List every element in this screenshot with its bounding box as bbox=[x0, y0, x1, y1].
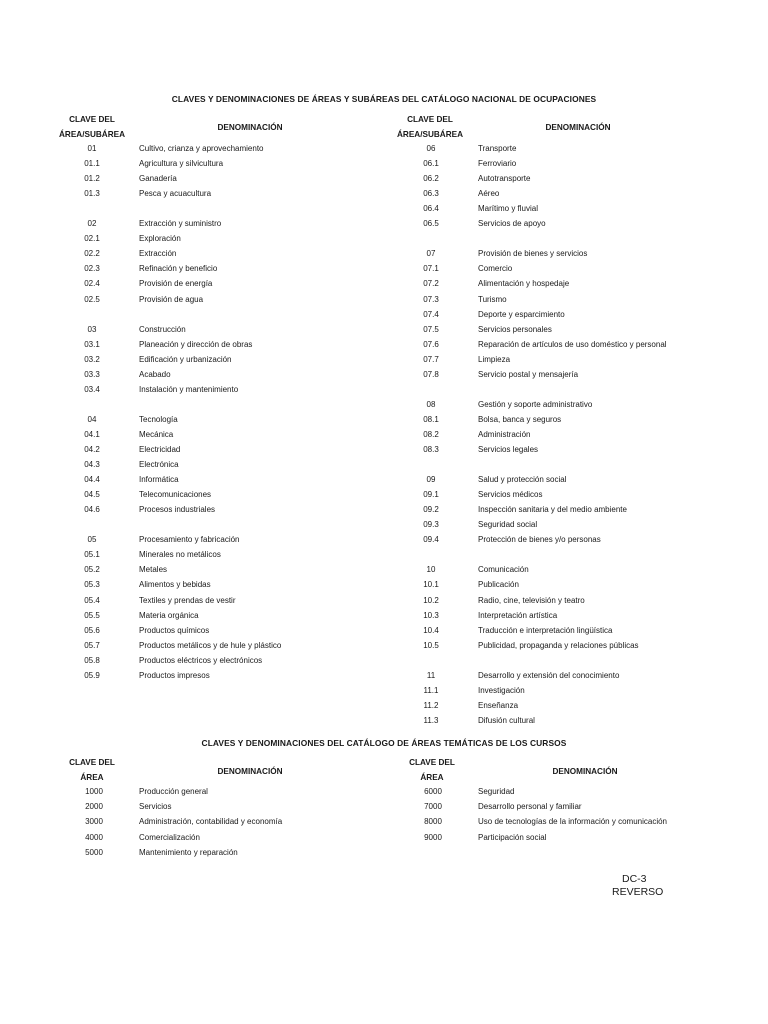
row-name: Refinación y beneficio bbox=[139, 264, 218, 274]
row-code: 02.2 bbox=[84, 249, 100, 259]
row-code: 10.4 bbox=[423, 625, 439, 635]
row-name: Instalación y mantenimiento bbox=[139, 384, 239, 394]
row-code: 03.4 bbox=[84, 384, 100, 394]
row-code: 01.1 bbox=[84, 159, 100, 169]
row-name: Administración, contabilidad y economía bbox=[139, 817, 283, 827]
row-code: 09.4 bbox=[423, 535, 439, 545]
row-name: Comercialización bbox=[139, 832, 200, 842]
left-clave-header-line1: CLAVE DEL bbox=[69, 115, 115, 124]
row-name: Servicios de apoyo bbox=[478, 219, 546, 229]
row-name: Electricidad bbox=[139, 445, 181, 454]
row-code: 05.9 bbox=[84, 670, 100, 680]
row-code: 07.8 bbox=[423, 369, 439, 379]
s2-left-clave-header-line1: CLAVE DEL bbox=[69, 758, 115, 767]
row-name: Turismo bbox=[478, 294, 507, 304]
row-name: Productos impresos bbox=[139, 670, 210, 680]
row-code: 04.1 bbox=[84, 429, 100, 439]
row-code: 02.1 bbox=[84, 234, 100, 244]
row-name: Provisión de agua bbox=[139, 294, 204, 304]
row-code: 2000 bbox=[85, 802, 103, 812]
row-code: 01 bbox=[87, 144, 97, 153]
row-code: 11 bbox=[426, 670, 436, 680]
row-code: 10.5 bbox=[423, 640, 439, 650]
row-code: 06.1 bbox=[423, 159, 439, 169]
row-name: Administración bbox=[478, 429, 531, 439]
row-code: 03 bbox=[87, 324, 97, 334]
form-footer bbox=[612, 873, 663, 899]
row-code: 04.3 bbox=[84, 460, 100, 470]
row-code: 04.5 bbox=[84, 490, 100, 500]
row-code: 05.4 bbox=[84, 595, 100, 605]
row-name: Procesamiento y fabricación bbox=[139, 535, 240, 545]
row-name: Pesca y acuacultura bbox=[139, 189, 212, 199]
row-code: 06.4 bbox=[423, 204, 439, 214]
s2-right-clave-header-line2: ÁREA bbox=[420, 773, 444, 782]
row-code: 10.1 bbox=[423, 580, 439, 590]
row-code: 10.2 bbox=[423, 595, 439, 605]
row-name: Electrónica bbox=[139, 460, 179, 470]
row-code: 4000 bbox=[85, 832, 103, 842]
row-name: Provisión de energía bbox=[139, 279, 213, 289]
row-name: Productos eléctricos y electrónicos bbox=[139, 655, 263, 665]
row-code: 1000 bbox=[85, 787, 103, 796]
row-name: Producción general bbox=[139, 787, 208, 796]
left-clave-header-line2: ÁREA/SUBÁREA bbox=[59, 130, 125, 139]
row-name: Construcción bbox=[139, 324, 186, 334]
row-code: 07.6 bbox=[423, 339, 439, 349]
row-name: Publicidad, propaganda y relaciones públicas bbox=[478, 640, 639, 650]
row-name: Comunicación bbox=[478, 565, 529, 575]
row-code: 03.3 bbox=[84, 369, 100, 379]
row-name: Servicios personales bbox=[478, 324, 552, 334]
s2-right-denominacion-header: DENOMINACIÓN bbox=[552, 767, 618, 776]
row-name: Autotransporte bbox=[478, 174, 531, 184]
right-clave-header-line1: CLAVE DEL bbox=[407, 115, 453, 124]
row-name: Textiles y prendas de vestir bbox=[139, 595, 236, 605]
row-name: Metales bbox=[139, 565, 168, 575]
row-code: 06 bbox=[426, 144, 436, 153]
row-name: Seguridad bbox=[478, 787, 515, 796]
row-code: 04.6 bbox=[84, 505, 100, 515]
row-name: Ganadería bbox=[139, 174, 177, 184]
row-code: 5000 bbox=[85, 847, 103, 857]
row-name: Transporte bbox=[478, 144, 517, 153]
row-code: 04.4 bbox=[84, 475, 100, 485]
row-name: Productos químicos bbox=[139, 625, 210, 635]
row-name: Inspección sanitaria y del medio ambiente bbox=[478, 505, 627, 515]
s2-left-clave-header-line2: ÁREA bbox=[80, 773, 104, 782]
row-name: Extracción bbox=[139, 249, 177, 259]
row-name: Servicios médicos bbox=[478, 490, 543, 500]
row-code: 05.7 bbox=[84, 640, 100, 650]
row-code: 05.8 bbox=[84, 655, 100, 665]
row-name: Acabado bbox=[139, 369, 171, 379]
row-name: Investigación bbox=[478, 685, 525, 695]
row-code: 07.1 bbox=[423, 264, 439, 274]
section1-title: CLAVES Y DENOMINACIONES DE ÁREAS Y SUBÁREAS DEL CATÁLOGO NACIONAL DE OCUPACIONES bbox=[171, 94, 597, 104]
row-name: Alimentos y bebidas bbox=[139, 580, 211, 590]
row-code: 09.1 bbox=[423, 490, 439, 500]
row-code: 11.3 bbox=[423, 715, 439, 725]
s2-left-denominacion-header: DENOMINACIÓN bbox=[217, 767, 283, 776]
row-code: 07.7 bbox=[423, 354, 439, 364]
row-name: Enseñanza bbox=[478, 700, 519, 710]
row-name: Mecánica bbox=[139, 429, 174, 439]
row-name: Servicio postal y mensajería bbox=[478, 369, 579, 379]
row-name: Edificación y urbanización bbox=[139, 354, 232, 364]
row-code: 07.5 bbox=[423, 324, 439, 334]
row-code: 03.1 bbox=[84, 339, 100, 349]
row-name: Desarrollo personal y familiar bbox=[478, 802, 582, 812]
form-code: DC-3 bbox=[622, 873, 647, 885]
row-code: 11.1 bbox=[423, 685, 439, 695]
row-code: 02.3 bbox=[84, 264, 100, 274]
row-code: 9000 bbox=[424, 832, 442, 842]
form-side: REVERSO bbox=[612, 886, 664, 898]
left-clave-header bbox=[52, 112, 132, 142]
row-code: 10.3 bbox=[423, 610, 439, 620]
row-code: 08.3 bbox=[423, 445, 439, 454]
row-name: Deporte y esparcimiento bbox=[478, 309, 565, 319]
right-clave-header-line2: ÁREA/SUBÁREA bbox=[397, 130, 463, 139]
left-denominacion-header: DENOMINACIÓN bbox=[217, 123, 283, 132]
row-code: 06.3 bbox=[423, 189, 439, 199]
s2-right-clave-header-line1: CLAVE DEL bbox=[409, 758, 455, 767]
row-name: Marítimo y fluvial bbox=[478, 204, 539, 214]
row-name: Uso de tecnologías de la información y comunicación bbox=[478, 817, 667, 827]
right-denominacion-header: DENOMINACIÓN bbox=[545, 123, 611, 132]
row-name: Reparación de artículos de uso doméstico y personal bbox=[478, 339, 667, 349]
row-name: Interpretación artística bbox=[478, 610, 558, 620]
row-code: 03.2 bbox=[84, 354, 100, 364]
row-code: 05.1 bbox=[84, 550, 100, 560]
row-code: 06.2 bbox=[423, 174, 439, 184]
row-name: Servicios legales bbox=[478, 445, 539, 454]
row-name: Procesos industriales bbox=[139, 505, 216, 515]
row-code: 05.2 bbox=[84, 565, 100, 575]
row-name: Servicios bbox=[139, 802, 172, 812]
row-name: Traducción e interpretación lingüística bbox=[478, 625, 613, 635]
row-name: Productos metálicos y de hule y plástico bbox=[139, 640, 282, 650]
row-name: Exploración bbox=[139, 234, 181, 244]
row-name: Tecnología bbox=[139, 414, 178, 424]
row-code: 07.3 bbox=[423, 294, 439, 304]
row-code: 04 bbox=[87, 414, 97, 424]
row-name: Planeación y dirección de obras bbox=[139, 339, 253, 349]
row-code: 01.2 bbox=[84, 174, 100, 184]
row-name: Informática bbox=[139, 475, 179, 485]
row-name: Seguridad social bbox=[478, 520, 538, 530]
row-code: 10 bbox=[426, 565, 436, 575]
row-name: Agricultura y silvicultura bbox=[139, 159, 224, 169]
row-code: 11.2 bbox=[423, 700, 439, 710]
row-code: 6000 bbox=[424, 787, 442, 796]
row-code: 05.6 bbox=[84, 625, 100, 635]
row-name: Mantenimiento y reparación bbox=[139, 847, 238, 857]
row-name: Cultivo, crianza y aprovechamiento bbox=[139, 144, 264, 153]
row-name: Provisión de bienes y servicios bbox=[478, 249, 588, 259]
row-code: 05.3 bbox=[84, 580, 100, 590]
row-name: Alimentación y hospedaje bbox=[478, 279, 570, 289]
row-code: 08.2 bbox=[423, 429, 439, 439]
row-name: Materia orgánica bbox=[139, 610, 199, 620]
row-name: Radio, cine, televisión y teatro bbox=[478, 595, 585, 605]
row-code: 07.2 bbox=[423, 279, 439, 289]
row-name: Limpieza bbox=[478, 354, 511, 364]
row-code: 01.3 bbox=[84, 189, 100, 199]
section2-title: CLAVES Y DENOMINACIONES DEL CATÁLOGO DE ÁREAS TEMÁTICAS DE LOS CURSOS bbox=[201, 738, 567, 748]
row-name: Protección de bienes y/o personas bbox=[478, 535, 601, 545]
row-name: Comercio bbox=[478, 264, 513, 274]
row-code: 04.2 bbox=[84, 445, 100, 454]
row-code: 09 bbox=[426, 475, 436, 485]
right-clave-header bbox=[390, 112, 470, 142]
row-code: 09.3 bbox=[423, 520, 439, 530]
row-name: Publicación bbox=[478, 580, 519, 590]
row-name: Desarrollo y extensión del conocimiento bbox=[478, 670, 620, 680]
row-name: Bolsa, banca y seguros bbox=[478, 414, 562, 424]
row-code: 02.4 bbox=[84, 279, 100, 289]
row-name: Extracción y suministro bbox=[139, 219, 222, 229]
row-name: Gestión y soporte administrativo bbox=[478, 399, 593, 409]
row-code: 06.5 bbox=[423, 219, 439, 229]
row-name: Minerales no metálicos bbox=[139, 550, 221, 560]
row-code: 07 bbox=[426, 249, 436, 259]
row-code: 08.1 bbox=[423, 414, 439, 424]
row-name: Aéreo bbox=[478, 189, 500, 199]
s2-right-clave-header bbox=[392, 755, 472, 785]
row-code: 7000 bbox=[424, 802, 442, 812]
row-code: 07.4 bbox=[423, 309, 439, 319]
row-code: 02.5 bbox=[84, 294, 100, 304]
row-code: 08 bbox=[426, 399, 436, 409]
row-name: Telecomunicaciones bbox=[139, 490, 212, 500]
row-code: 09.2 bbox=[423, 505, 439, 515]
s2-left-clave-header bbox=[52, 755, 132, 785]
row-code: 02 bbox=[87, 219, 97, 229]
row-code: 05 bbox=[87, 535, 97, 545]
row-name: Difusión cultural bbox=[478, 715, 535, 725]
row-name: Ferroviario bbox=[478, 159, 517, 169]
row-code: 8000 bbox=[424, 817, 442, 827]
row-name: Salud y protección social bbox=[478, 475, 567, 485]
row-name: Participación social bbox=[478, 832, 547, 842]
row-code: 05.5 bbox=[84, 610, 100, 620]
row-code: 3000 bbox=[85, 817, 103, 827]
